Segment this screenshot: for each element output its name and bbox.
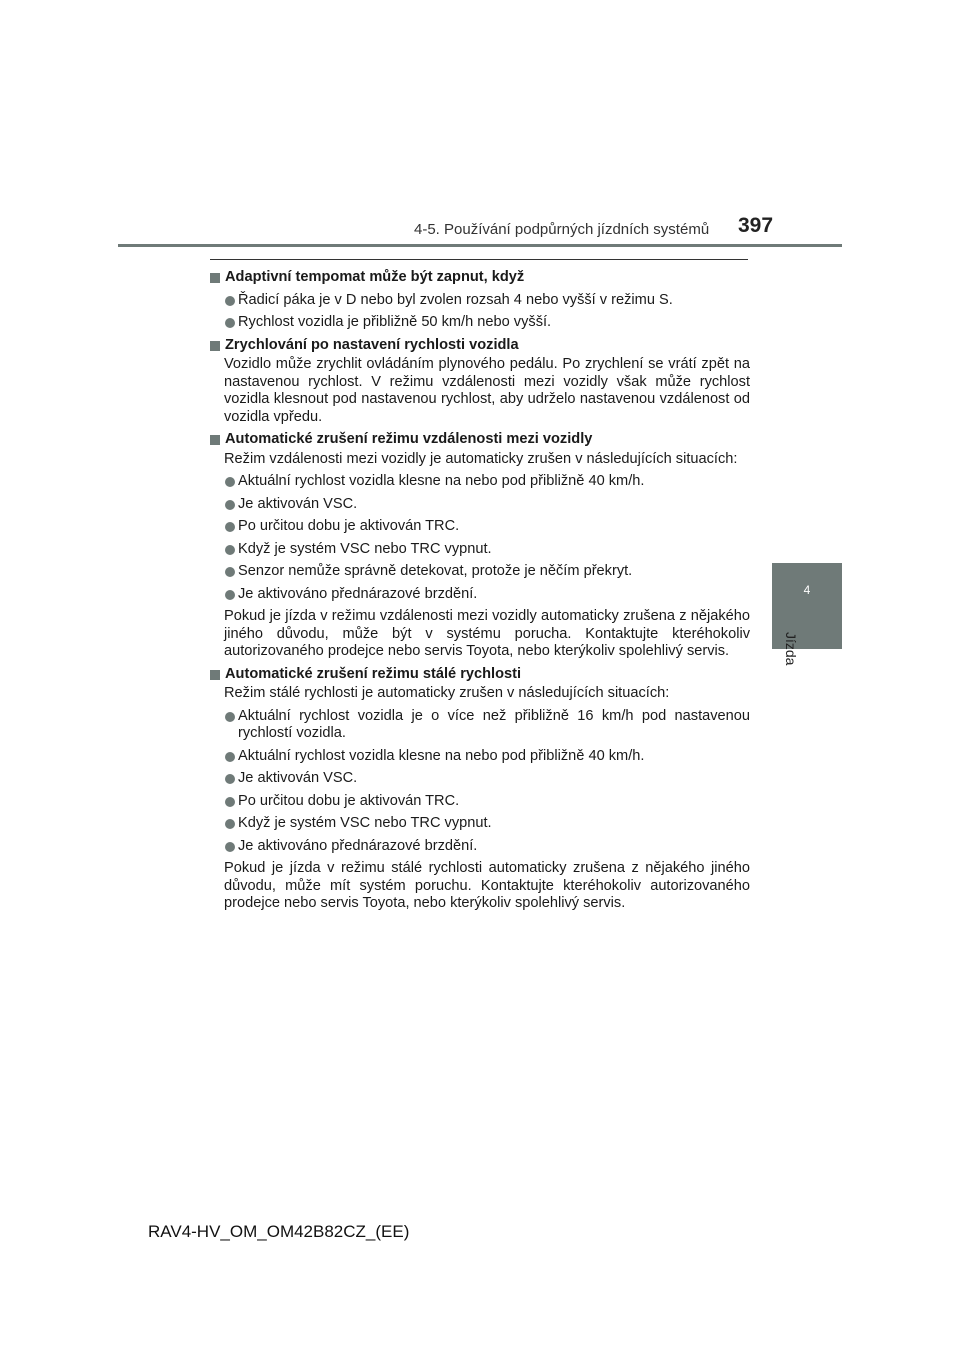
list-item <box>210 586 750 604</box>
square-bullet-icon <box>210 435 220 445</box>
circle-bullet-icon <box>225 774 235 784</box>
list-item <box>210 563 750 581</box>
list-item-text: Řadicí páka je v D nebo byl zvolen rozsah 4 nebo vyšší v režimu S. <box>238 291 673 308</box>
header-section-title: 4-5. Používání podpůrných jízdních systémů <box>414 221 710 238</box>
list-item <box>210 793 750 811</box>
section-heading-text: Zrychlování po nastavení rychlosti vozidla <box>225 336 519 353</box>
list-item <box>210 838 750 856</box>
circle-bullet-icon <box>225 842 235 852</box>
list-item-text: Je aktivován VSC. <box>238 770 358 786</box>
list-item-text: Rychlost vozidla je přibližně 50 km/h nebo vyšší. <box>238 314 552 330</box>
document-code: RAV4-HV_OM_OM42B82CZ_(EE) <box>148 1222 410 1241</box>
paragraph: Vozidlo může zrychlit ovládáním plynového pedálu. Po zrychlení se vrátí zpět na nastavenou rychlost. V režimu vzdálenosti mezi vozidly však může rychlost vozidla klesnout pod nastavenou rychlost, aby udrželo nastavenou vzdálenost od vozidla vpředu. <box>224 356 750 425</box>
square-bullet-icon <box>210 341 220 351</box>
list-item <box>210 541 750 559</box>
circle-bullet-icon <box>225 522 235 532</box>
list-item <box>210 473 750 491</box>
circle-bullet-icon <box>225 500 235 510</box>
circle-bullet-icon <box>225 545 235 555</box>
section-heading <box>210 431 750 449</box>
list-item <box>210 314 750 332</box>
circle-bullet-icon <box>225 318 235 328</box>
list-item <box>210 708 750 743</box>
paragraph: Pokud je jízda v režimu vzdálenosti mezi vozidly automaticky zrušena z nějakého jiného důvodu, může být v systému porucha. Kontaktujte kteréhokoliv autorizovaného prodejce nebo servis Toyota, nebo kterýkoliv spolehlivý servis. <box>224 608 750 659</box>
list-item <box>210 770 750 788</box>
list-item-text: Senzor nemůže správně detekovat, protože je něčím překryt. <box>238 563 633 579</box>
list-item <box>210 518 750 536</box>
circle-bullet-icon <box>225 797 235 807</box>
list-item-text: Po určitou dobu je aktivován TRC. <box>238 792 460 809</box>
circle-bullet-icon <box>225 567 235 577</box>
square-bullet-icon <box>210 670 220 680</box>
chapter-label: Jízda <box>783 632 799 666</box>
list-item-text: Když je systém VSC nebo TRC vypnut. <box>238 540 492 557</box>
circle-bullet-icon <box>225 477 235 487</box>
list-item <box>210 748 750 766</box>
circle-bullet-icon <box>225 819 235 829</box>
content-divider <box>210 259 748 260</box>
list-item-text: Aktuální rychlost vozidla je o více než přibližně 16 km/h pod nastavenou rychlostí vozidla. <box>238 707 750 741</box>
paragraph: Režim stálé rychlosti je automaticky zrušen v následujících situacích: <box>224 685 670 701</box>
circle-bullet-icon <box>225 712 235 722</box>
list-item-text: Je aktivován VSC. <box>238 495 358 512</box>
section-heading-text: Automatické zrušení režimu stálé rychlosti <box>225 665 522 682</box>
chapter-number: 4 <box>803 583 811 597</box>
list-item-text: Je aktivováno přednárazové brzdění. <box>238 585 478 602</box>
circle-bullet-icon <box>225 590 235 600</box>
page-content <box>210 264 750 917</box>
section-heading <box>210 666 750 684</box>
list-item-text: Když je systém VSC nebo TRC vypnut. <box>238 815 492 831</box>
page-number: 397 <box>738 214 774 237</box>
list-item-text: Po určitou dobu je aktivován TRC. <box>238 518 460 534</box>
list-item-text: Je aktivováno přednárazové brzdění. <box>238 837 478 854</box>
list-item-text: Aktuální rychlost vozidla klesne na nebo pod přibližně 40 km/h. <box>238 473 645 489</box>
paragraph: Režim vzdálenosti mezi vozidly je automaticky zrušen v následujících situacích: <box>224 450 738 467</box>
circle-bullet-icon <box>225 296 235 306</box>
circle-bullet-icon <box>225 752 235 762</box>
list-item <box>210 292 750 310</box>
square-bullet-icon <box>210 273 220 283</box>
list-item-text: Aktuální rychlost vozidla klesne na nebo pod přibližně 40 km/h. <box>238 747 645 764</box>
paragraph: Pokud je jízda v režimu stálé rychlosti automaticky zrušena z nějakého jiného důvodu, může mít systém poruchu. Kontaktujte kteréhokoliv autorizovaného prodejce nebo servis Toyota, nebo kterýkoliv spolehlivý servis. <box>224 860 750 911</box>
header-divider <box>118 244 842 247</box>
section-heading-text: Automatické zrušení režimu vzdálenosti mezi vozidly <box>225 431 593 447</box>
list-item <box>210 815 750 833</box>
section-heading-text: Adaptivní tempomat může být zapnut, když <box>225 269 525 285</box>
section-heading <box>210 269 750 287</box>
section-heading <box>210 337 750 355</box>
list-item <box>210 496 750 514</box>
